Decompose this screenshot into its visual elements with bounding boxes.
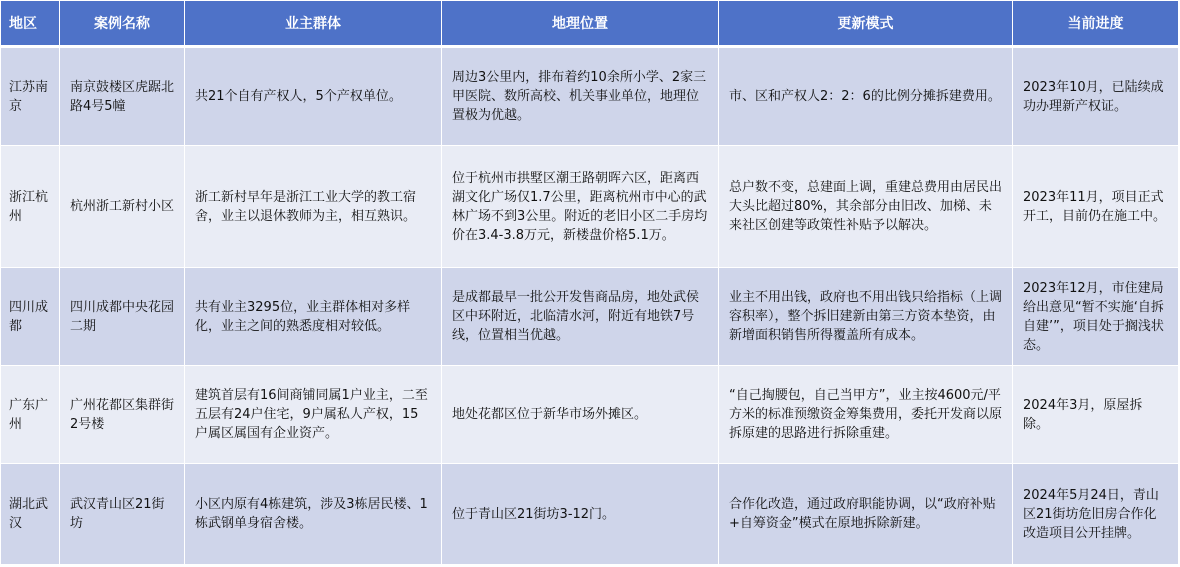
cell-location: 位于杭州市拱墅区潮王路朝晖六区，距离西湖文化广场仅1.7公里，距离杭州市中心的武林广场不到3公里。附近的老旧小区二手房均价在3.4-3.8万元，新楼盘价格5.1万。 [442, 146, 719, 268]
cell-location: 周边3公里内，排布着约10余所小学、2家三甲医院、数所高校、机关事业单位，地理位置极为优越。 [442, 47, 719, 146]
cell-mode: 合作化改造，通过政府职能协调，以“政府补贴+自筹资金”模式在原地拆除新建。 [719, 464, 1013, 565]
cell-region: 江苏南京 [1, 47, 60, 146]
cell-region: 四川成都 [1, 268, 60, 366]
cell-progress: 2024年5月24日，青山区21街坊危旧房合作化改造项目公开挂牌。 [1013, 464, 1179, 565]
cell-owners: 共21个自有产权人，5个产权单位。 [185, 47, 442, 146]
cell-owners: 浙工新村早年是浙江工业大学的教工宿舍，业主以退休教师为主，相互熟识。 [185, 146, 442, 268]
cell-case-name: 武汉青山区21街坊 [60, 464, 185, 565]
cell-progress: 2024年3月，原屋拆除。 [1013, 366, 1179, 464]
cell-progress: 2023年12月，市住建局给出意见“暂不实施‘自拆自建’”，项目处于搁浅状态。 [1013, 268, 1179, 366]
cell-case-name: 四川成都中央花园二期 [60, 268, 185, 366]
table-row [1, 146, 1179, 268]
table-row [1, 366, 1179, 464]
header-row [1, 1, 1179, 47]
cell-location: 位于青山区21街坊3-12门。 [442, 464, 719, 565]
table-row [1, 464, 1179, 565]
cell-owners: 共有业主3295位，业主群体相对多样化，业主之间的熟悉度相对较低。 [185, 268, 442, 366]
header-progress: 当前进度 [1013, 1, 1179, 47]
header-location: 地理位置 [442, 1, 719, 47]
table-row [1, 268, 1179, 366]
header-mode: 更新模式 [719, 1, 1013, 47]
cell-mode: 总户数不变，总建面上调，重建总费用由居民出大头比超过80%，其余部分由旧改、加梯、未来社区创建等政策性补贴予以解决。 [719, 146, 1013, 268]
cell-progress: 2023年10月，已陆续成功办理新产权证。 [1013, 47, 1179, 146]
cell-location: 是成都最早一批公开发售商品房，地处武侯区中环附近，北临清水河，附近有地铁7号线，位置相当优越。 [442, 268, 719, 366]
table-row [1, 47, 1179, 146]
cell-region: 湖北武汉 [1, 464, 60, 565]
cell-case-name: 南京鼓楼区虎踞北路4号5幢 [60, 47, 185, 146]
cell-mode: 业主不用出钱，政府也不用出钱只给指标（上调容积率），整个拆旧建新由第三方资本垫资，由新增面积销售所得覆盖所有成本。 [719, 268, 1013, 366]
header-case-name: 案例名称 [60, 1, 185, 47]
cell-mode: 市、区和产权人2：2：6的比例分摊拆建费用。 [719, 47, 1013, 146]
cell-progress: 2023年11月，项目正式开工，目前仍在施工中。 [1013, 146, 1179, 268]
cell-region: 广东广州 [1, 366, 60, 464]
cell-case-name: 广州花都区集群街2号楼 [60, 366, 185, 464]
header-owners: 业主群体 [185, 1, 442, 47]
cell-case-name: 杭州浙工新村小区 [60, 146, 185, 268]
header-region: 地区 [1, 1, 60, 47]
cell-mode: “自己掏腰包，自己当甲方”，业主按4600元/平方米的标准预缴资金筹集费用，委托开发商以原拆原建的思路进行拆除重建。 [719, 366, 1013, 464]
cell-owners: 建筑首层有16间商铺同属1户业主，二至五层有24户住宅，9户属私人产权，15户属区属国有企业资产。 [185, 366, 442, 464]
cell-region: 浙江杭州 [1, 146, 60, 268]
cell-location: 地处花都区位于新华市场外摊区。 [442, 366, 719, 464]
cell-owners: 小区内原有4栋建筑，涉及3栋居民楼、1栋武钢单身宿舍楼。 [185, 464, 442, 565]
